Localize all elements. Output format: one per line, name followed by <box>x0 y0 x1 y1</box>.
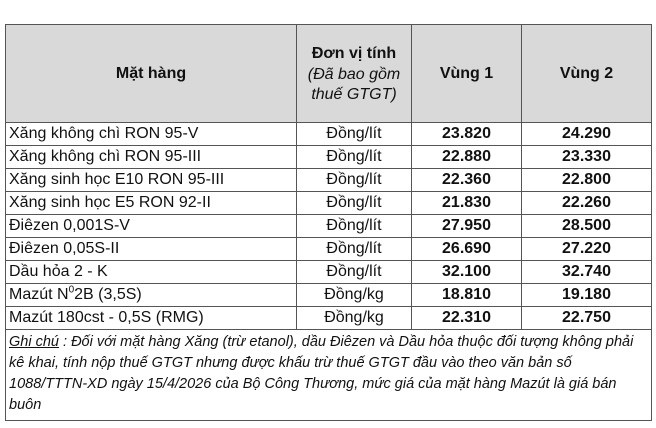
cell-zone2: 19.180 <box>522 284 652 307</box>
name-text: Mazút 180cst - 0,5S (RMG) <box>9 309 204 326</box>
header-unit-sub: (Đã bao gồm thuế GTGT) <box>307 65 401 103</box>
table-row <box>6 146 652 169</box>
table-row <box>6 169 652 192</box>
name-text: Điêzen 0,05S-II <box>9 240 120 257</box>
cell-item <box>6 146 297 169</box>
header-row <box>6 25 652 123</box>
table-row <box>6 192 652 215</box>
name-text: Xăng sinh học E5 RON 92-II <box>9 194 211 211</box>
cell-item <box>6 238 297 261</box>
cell-zone1: 27.950 <box>412 215 522 238</box>
cell-zone2: 27.220 <box>522 238 652 261</box>
name-text: Xăng không chì RON 95-III <box>9 148 202 165</box>
table-row <box>6 238 652 261</box>
cell-item <box>6 307 297 330</box>
cell-zone1: 32.100 <box>412 261 522 284</box>
header-unit <box>297 25 412 123</box>
note-text: : Đối với mặt hàng Xăng (trừ etanol), dầu Điêzen và Dầu hỏa thuộc đối tượng không phải kê khai, tính nộp thuế GTGT nhưng được khấu trừ thuế GTGT đầu vào theo văn bản số 1088/TTTN-XD ngày 15/4/2026 của Bộ Công Thương, mức giá của mặt hàng Mazút là giá bán buôn <box>9 334 634 413</box>
cell-unit: Đồng/lít <box>297 146 412 169</box>
cell-zone1: 26.690 <box>412 238 522 261</box>
cell-item <box>6 123 297 146</box>
header-item: Mặt hàng <box>6 25 297 123</box>
cell-zone1: 23.820 <box>412 123 522 146</box>
cell-unit: Đồng/kg <box>297 284 412 307</box>
cell-zone1: 21.830 <box>412 192 522 215</box>
cell-unit: Đồng/lít <box>297 192 412 215</box>
cell-zone2: 23.330 <box>522 146 652 169</box>
cell-zone2: 24.290 <box>522 123 652 146</box>
name-text: Dầu hỏa 2 - K <box>9 263 108 280</box>
cell-zone1: 22.360 <box>412 169 522 192</box>
table-row <box>6 307 652 330</box>
cell-zone2: 28.500 <box>522 215 652 238</box>
cell-item <box>6 284 297 307</box>
cell-unit: Đồng/lít <box>297 261 412 284</box>
header-unit-main: Đơn vị tính <box>311 44 397 62</box>
cell-zone2: 22.750 <box>522 307 652 330</box>
name-text: Điêzen 0,001S-V <box>9 217 130 234</box>
cell-unit: Đồng/kg <box>297 307 412 330</box>
cell-zone1: 22.310 <box>412 307 522 330</box>
name-text: Xăng không chì RON 95-V <box>9 125 199 142</box>
note <box>6 330 652 421</box>
cell-item <box>6 261 297 284</box>
fuel-price-table <box>5 24 652 421</box>
name-text: Xăng sinh học E10 RON 95-III <box>9 171 225 188</box>
cell-zone2: 22.260 <box>522 192 652 215</box>
table-row <box>6 261 652 284</box>
name-part: Mazút N <box>9 286 69 303</box>
cell-item <box>6 192 297 215</box>
cell-unit: Đồng/lít <box>297 215 412 238</box>
cell-item <box>6 215 297 238</box>
cell-zone1: 18.810 <box>412 284 522 307</box>
header-zone2: Vùng 2 <box>522 25 652 123</box>
note-label: Ghi chú <box>9 334 59 350</box>
table-row <box>6 123 652 146</box>
cell-item <box>6 169 297 192</box>
table-row <box>6 284 652 307</box>
cell-zone2: 32.740 <box>522 261 652 284</box>
header-zone1: Vùng 1 <box>412 25 522 123</box>
name-part: 2B (3,5S) <box>74 286 142 303</box>
note-row <box>6 330 652 421</box>
cell-unit: Đồng/lít <box>297 169 412 192</box>
cell-unit: Đồng/lít <box>297 238 412 261</box>
table-row <box>6 215 652 238</box>
cell-unit: Đồng/lít <box>297 123 412 146</box>
name-sup: 0 <box>68 284 75 296</box>
cell-zone2: 22.800 <box>522 169 652 192</box>
cell-zone1: 22.880 <box>412 146 522 169</box>
